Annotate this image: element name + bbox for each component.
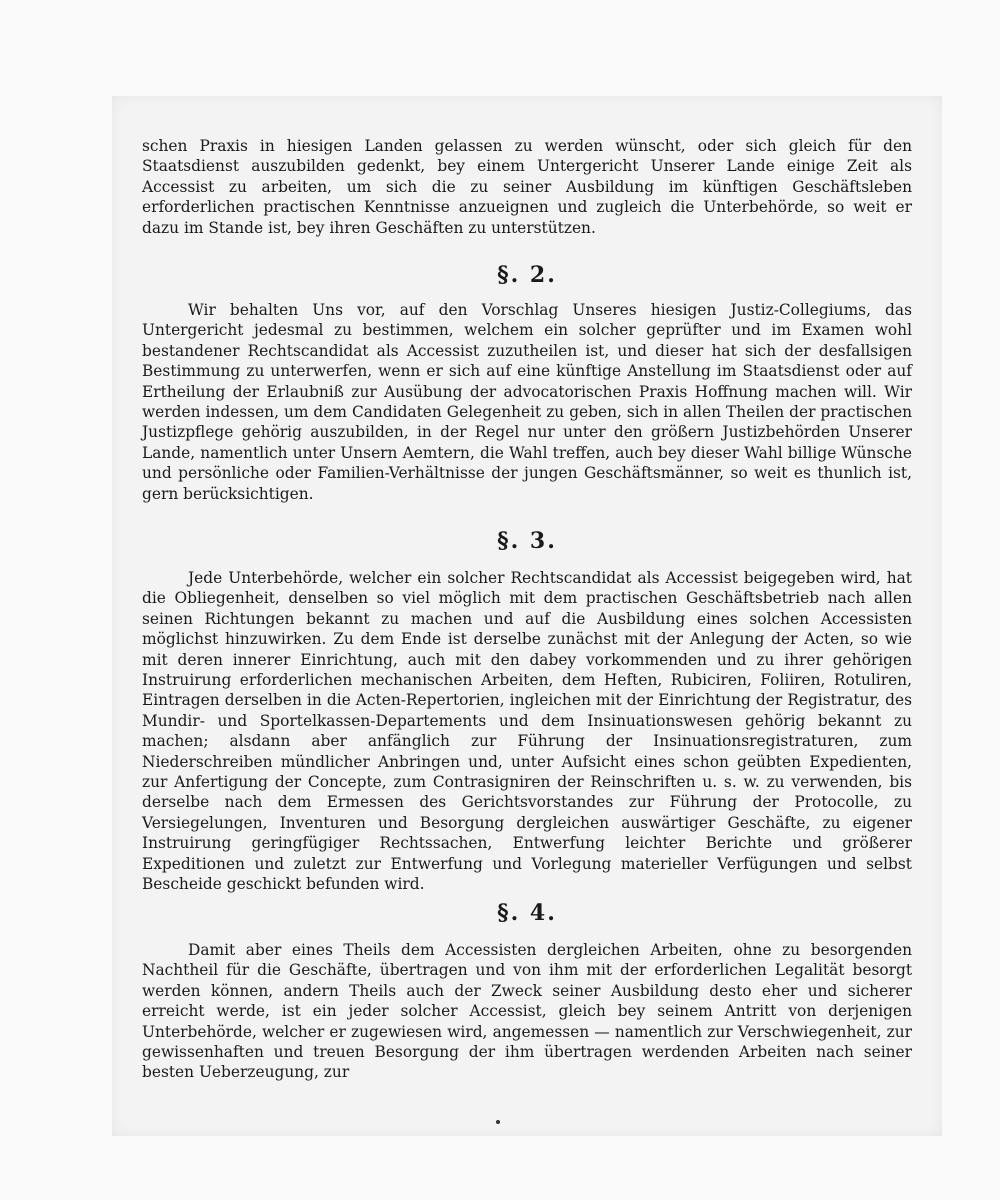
page-dot-mark bbox=[496, 1120, 500, 1124]
section-2-paragraph bbox=[142, 300, 912, 504]
section-3-paragraph bbox=[142, 568, 912, 895]
section-4-heading: §. 4. bbox=[497, 900, 557, 926]
intro-text: schen Praxis in hiesigen Landen gelassen zu werden wünscht, oder sich gleich für den Staatsdienst auszubilden gedenkt, bey einem Untergericht Unserer Lande einige Zeit als Accessist zu arbeiten, um sich die zu seiner Ausbildung im künftigen Geschäftsleben erforderlichen practischen Kenntnisse anzueignen und zugleich die Unterbehörde, so weit er dazu im Stande ist, bey ihren Geschäften zu unterstützen. bbox=[142, 137, 912, 237]
section-2-text: Wir behalten Uns vor, auf den Vorschlag Unseres hiesigen Justiz-Collegiums, das Untergericht jedesmal zu bestimmen, welchem ein solcher geprüfter und im Examen wohl bestandener Rechtscandidat als Accessist zuzutheilen ist, und dieser hat sich der desfallsigen Bestimmung zu unterwerfen, wenn er sich auf eine künftige Anstellung im Staatsdienst oder auf Ertheilung der Erlaubniß zur Ausübung der advocatorischen Praxis Hoffnung machen will. Wir werden indessen, um dem Candidaten Gelegenheit zu geben, sich in allen Theilen der practischen Justizpflege gehörig auszubilden, in der Regel nur unter den größern Justizbehörden Unserer Lande, namentlich unter Unsern Aemtern, die Wahl treffen, auch bey dieser Wahl billige Wünsche und persönliche oder Familien-Verhältnisse der jungen Geschäftsmänner, so weit es thunlich ist, gern berücksichtigen. bbox=[142, 301, 912, 503]
section-3-text: Jede Unterbehörde, welcher ein solcher Rechtscandidat als Accessist beigegeben wird, hat die Obliegenheit, denselben so viel möglich mit dem practischen Geschäftsbetrieb nach allen seinen Richtungen bekannt zu machen und auf die Ausbildung eines solchen Accessisten möglichst hinzuwirken. Zu dem Ende ist derselbe zunächst mit der Anlegung der Acten, so wie mit deren innerer Einrichtung, auch mit den dabey vorkommenden und zu ihrer gehörigen Instruirung erforderlichen mechanischen Arbeiten, dem Heften, Rubiciren, Foliiren, Rotuliren, Eintragen derselben in die Acten-Repertorien, ingleichen mit der Einrichtung der Registratur, des Mundir- und Sportelkassen-Departements und dem Insinuationswesen gehörig bekannt zu machen; alsdann aber anfänglich zur Führung der Insinuationsregistraturen, zum Niederschreiben mündlicher Anbringen und, unter Aufsicht eines schon geübten Expedienten, zur Anfertigung der Concepte, zum Contrasigniren der Reinschriften u. s. w. zu verwenden, bis derselbe nach dem Ermessen des Gerichtsvorstandes zur Führung der Protocolle, zu Versiegelungen, Inventuren und Besorgung dergleichen auswärtiger Geschäfte, zu eigener Instruirung geringfügiger Rechtssachen, Entwerfung leichter Berichte und größerer Expeditionen und zuletzt zur Entwerfung und Vorlegung materieller Verfügungen und selbst Bescheide geschickt befunden wird. bbox=[142, 569, 912, 894]
section-3-heading: §. 3. bbox=[497, 528, 557, 554]
intro-paragraph bbox=[142, 136, 912, 238]
section-4-paragraph bbox=[142, 940, 912, 1083]
section-4-text: Damit aber eines Theils dem Accessisten dergleichen Arbeiten, ohne zu besorgenden Nachtheil für die Geschäfte, übertragen und von ihm mit der erforderlichen Legalität besorgt werden können, andern Theils auch der Zweck seiner Ausbildung desto eher und sicherer erreicht werde, ist ein jeder solcher Accessist, gleich bey seinem Antritt von derjenigen Unterbehörde, welcher er zugewiesen wird, angemessen — namentlich zur Verschwiegenheit, zur gewissenhaften und treuen Besorgung der ihm übertragen werdenden Arbeiten nach seiner besten Ueberzeugung, zur bbox=[142, 941, 912, 1082]
section-2-heading: §. 2. bbox=[497, 262, 557, 288]
